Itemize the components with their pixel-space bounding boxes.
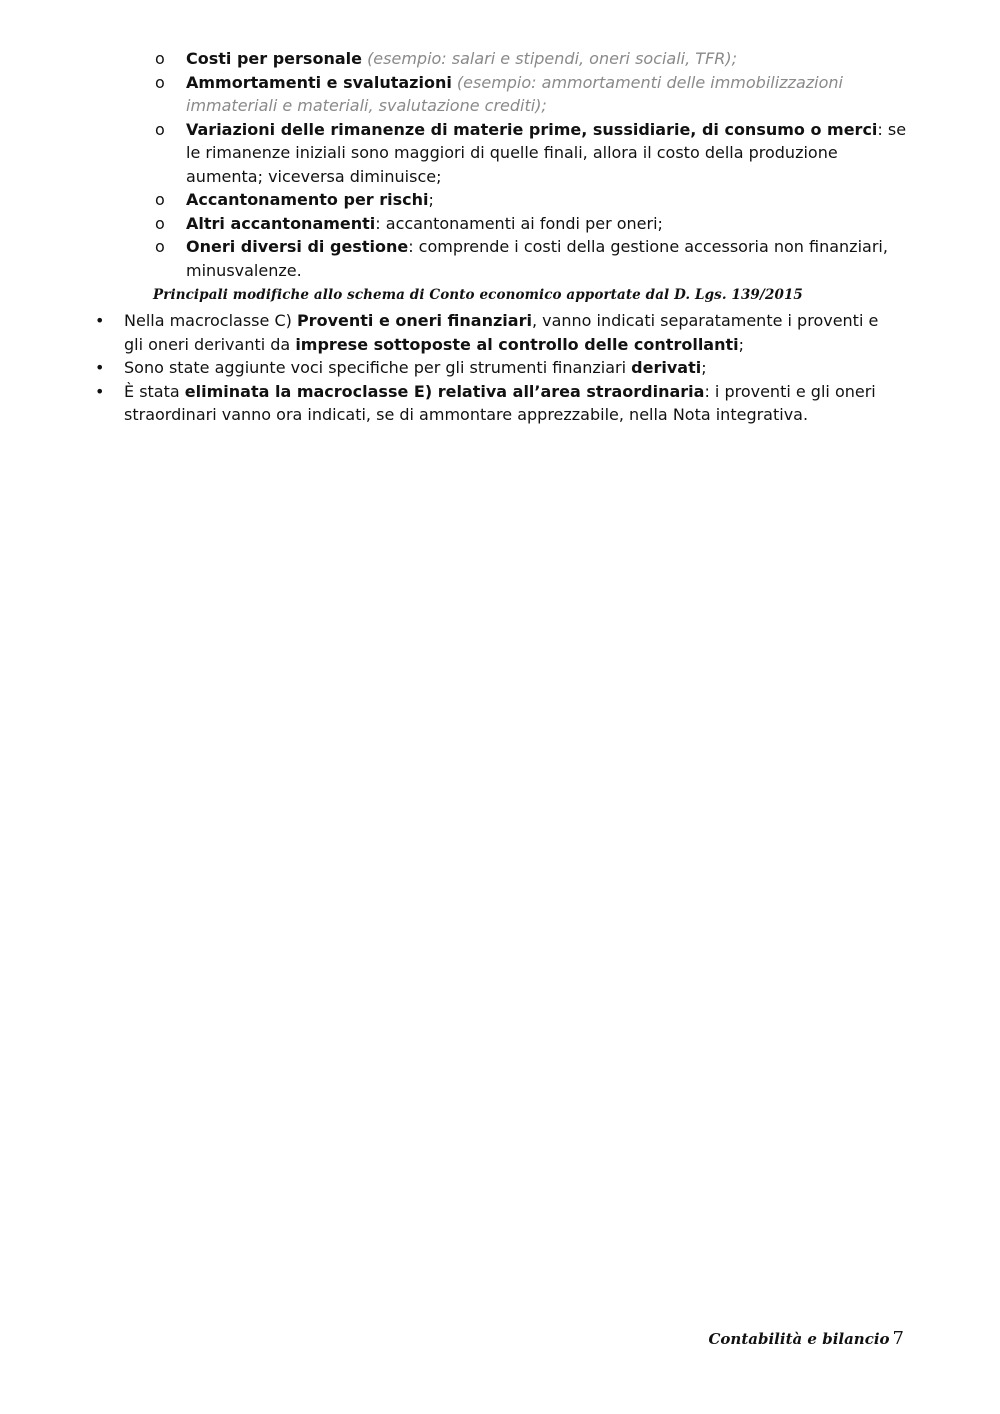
item-text: Sono state aggiunte voci specifiche per gli strumenti finanziari (124, 358, 632, 377)
section-heading: Principali modifiche allo schema di Conto economico apportate dal D. Lgs. 139/2015 (153, 287, 803, 303)
list-item (95, 356, 895, 380)
item-term: Proventi e oneri finanziari (296, 311, 532, 330)
list-item (155, 188, 915, 212)
item-text: : se le rimanenze iniziali sono maggiori di quelle finali, allora il costo della produzione aumenta; viceversa diminuisce; (186, 119, 907, 186)
item-example: (esempio: salari e stipendi, oneri sociali, TFR); (367, 49, 738, 68)
item-text: ; (428, 190, 434, 209)
item-text: , vanno indicati separatamente i proventi e gli oneri derivanti da (124, 311, 879, 354)
list-marker: o (155, 119, 165, 139)
item-term: derivati (631, 358, 702, 377)
item-term: imprese sottoposte al controllo delle controllanti (295, 334, 739, 354)
item-term: Altri accantonamenti (186, 213, 376, 233)
item-text: ; (701, 358, 707, 377)
item-example: (esempio: ammortamenti delle immobilizzazioni immateriali e materiali, svalutazione crediti); (186, 72, 843, 115)
list-item (95, 309, 895, 356)
list-item (155, 47, 915, 71)
item-term: Costi per personale (186, 49, 362, 68)
list-item (95, 380, 895, 427)
list-marker: o (155, 237, 165, 256)
item-text: ; (738, 334, 745, 354)
page-footer (708, 1327, 904, 1351)
list-item (155, 235, 915, 282)
list-item (155, 71, 915, 118)
list-marker: o (155, 72, 165, 92)
list-item (155, 212, 915, 236)
list-marker: o (155, 49, 165, 68)
item-text: : accantonamenti ai fondi per oneri; (375, 213, 663, 233)
item-term: Ammortamenti e svalutazioni (186, 72, 452, 92)
list-marker: o (155, 190, 165, 209)
item-term: Accantonamento per rischi (186, 190, 429, 209)
item-text: : comprende i costi della gestione accessoria non finanziari, minusvalenze. (186, 237, 888, 280)
production-costs-list (155, 47, 915, 282)
item-text: Nella macroclasse C) (124, 311, 297, 330)
item-term: Oneri diversi di gestione (186, 237, 409, 256)
bullet-marker: • (95, 358, 105, 377)
item-text: : i proventi e gli oneri straordinari vanno ora indicati, se di ammontare apprezzabile, nella Nota integrativa. (124, 381, 876, 424)
item-term: Variazioni delle rimanenze di materie prime, sussidiarie, di consumo o merci (186, 119, 878, 139)
item-text: È stata (124, 381, 185, 401)
list-marker: o (155, 213, 165, 233)
item-term: eliminata la macroclasse E) relativa all’area straordinaria (184, 381, 705, 401)
bullet-marker: • (95, 311, 105, 330)
page-number: 7 (892, 1328, 904, 1349)
footer-title: Contabilità e bilancio (708, 1330, 890, 1348)
changes-list (95, 309, 895, 427)
list-item (155, 118, 915, 189)
bullet-marker: • (95, 381, 105, 401)
